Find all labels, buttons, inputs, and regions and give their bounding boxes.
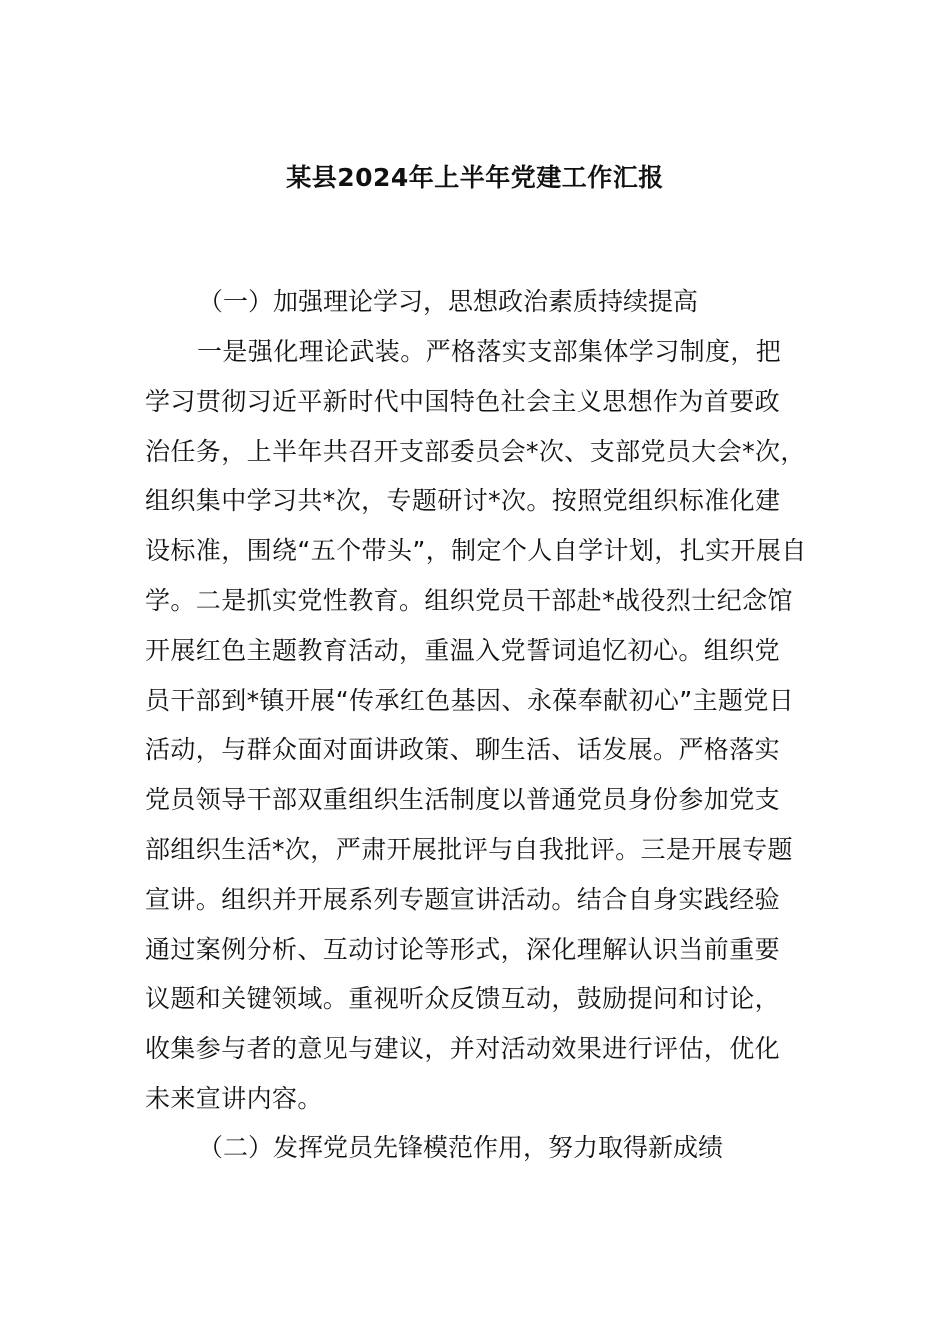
body-line: 开展红色主题教育活动，重温入党誓词追忆初心。组织党 bbox=[145, 635, 781, 665]
body-line: 通过案例分析、互动讨论等形式，深化理解认识当前重要 bbox=[145, 934, 781, 964]
body-line: 未来宣讲内容。 bbox=[145, 1083, 323, 1113]
body-line: 议题和关键领域。重视听众反馈互动，鼓励提问和讨论， bbox=[145, 984, 781, 1014]
section-heading-2: （二）发挥党员先锋模范作用，努力取得新成绩 bbox=[198, 1133, 724, 1162]
body-line: 员干部到*镇开展“传承红色基因、永葆奉献初心”主题党日 bbox=[145, 685, 795, 715]
body-line: 宣讲。组织并开展系列专题宣讲活动。结合自身实践经验 bbox=[145, 884, 781, 914]
body-line: 设标准，围绕“五个带头”，制定个人自学计划，扎实开展自 bbox=[145, 536, 807, 566]
document-title: 某县2024年上半年党建工作汇报 bbox=[286, 163, 664, 192]
section-1-body bbox=[145, 334, 835, 1131]
body-line: 部组织生活*次，严肃开展批评与自我批评。三是开展专题 bbox=[145, 834, 793, 864]
body-line: 学。二是抓实党性教育。组织党员干部赴*战役烈士纪念馆 bbox=[145, 585, 793, 615]
body-line: 治任务，上半年共召开支部委员会*次、支部党员大会*次， bbox=[145, 436, 806, 466]
body-line: 活动，与群众面对面讲政策、聊生活、话发展。严格落实 bbox=[145, 735, 781, 765]
body-line: 组织集中学习共*次，专题研讨*次。按照党组织标准化建 bbox=[145, 486, 781, 516]
body-line: 收集参与者的意见与建议，并对活动效果进行评估，优化 bbox=[145, 1034, 781, 1064]
body-line: 一是强化理论武装。严格落实支部集体学习制度，把 bbox=[197, 337, 782, 366]
body-line: 党员领导干部双重组织生活制度以普通党员身份参加党支 bbox=[145, 785, 781, 815]
section-heading-1: （一）加强理论学习，思想政治素质持续提高 bbox=[198, 287, 699, 316]
body-line: 学习贯彻习近平新时代中国特色社会主义思想作为首要政 bbox=[145, 386, 781, 416]
